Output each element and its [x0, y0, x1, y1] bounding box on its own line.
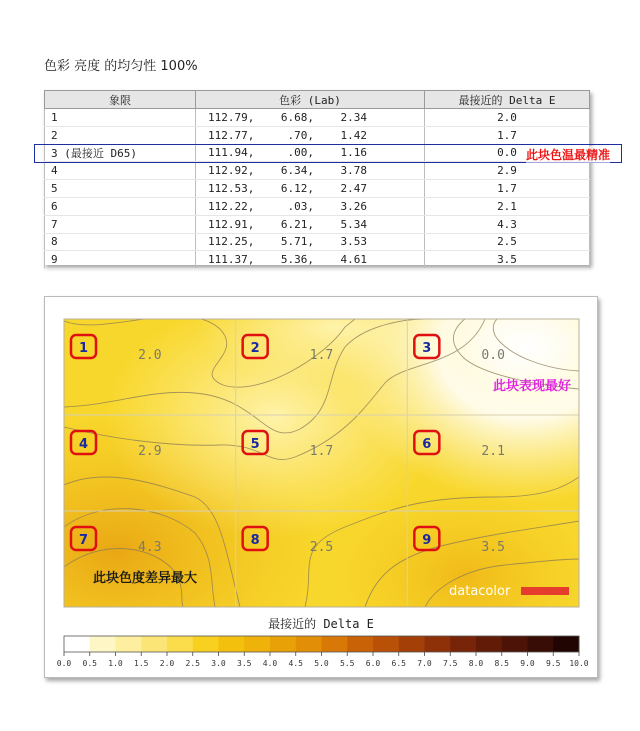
brand-logo: datacolor: [449, 584, 511, 599]
table-row: [45, 233, 590, 251]
uniformity-heatmap: [45, 297, 597, 677]
zone-delta-e-value: 2.1: [481, 444, 505, 459]
legend-swatch: [425, 636, 451, 652]
table-row: [45, 197, 590, 215]
zone-delta-e-value: 0.0: [481, 348, 505, 363]
legend-tick-label: 6.5: [391, 659, 406, 668]
legend-swatch: [64, 636, 90, 652]
legend-swatch: [322, 636, 348, 652]
table-row: [45, 126, 590, 144]
cell-quadrant: 1: [45, 109, 196, 127]
zone-number: 8: [250, 533, 260, 548]
legend-tick-label: 9.5: [546, 659, 561, 668]
table-row: [45, 180, 590, 198]
legend-tick-label: 0.5: [82, 659, 97, 668]
legend-swatch: [502, 636, 528, 652]
cell-quadrant: 2: [45, 126, 196, 144]
cell-delta-e: 4.3: [425, 215, 590, 233]
legend-tick-label: 7.0: [417, 659, 432, 668]
legend-title: 最接近的 Delta E: [268, 617, 374, 631]
table-row: [45, 215, 590, 233]
cell-lab: 112.77, .70, 1.42: [196, 126, 425, 144]
legend-swatch: [296, 636, 322, 652]
legend-tick-label: 0.0: [56, 659, 72, 668]
legend-swatch: [399, 636, 425, 652]
cell-delta-e: 2.1: [425, 197, 590, 215]
col-header-quadrant: 象限: [45, 91, 196, 109]
cell-delta-e: 0.0: [425, 144, 590, 162]
legend-tick-label: 10.0: [569, 659, 589, 668]
zone-delta-e-value: 4.3: [138, 540, 162, 555]
table-header-row: [45, 91, 590, 109]
legend-swatch: [553, 636, 579, 652]
legend-tick-label: 2.5: [185, 659, 200, 668]
cell-quadrant: 6: [45, 197, 196, 215]
zone3-annotation: 此块表现最好: [493, 379, 572, 394]
color-legend: [57, 636, 589, 668]
zone-number: 1: [78, 341, 89, 356]
brand-logo-bar: [521, 587, 569, 595]
legend-swatch: [219, 636, 245, 652]
legend-tick-label: 4.0: [262, 659, 278, 668]
table-row: [45, 162, 590, 180]
cell-delta-e: 1.7: [425, 126, 590, 144]
legend-tick-label: 1.5: [134, 659, 149, 668]
cell-quadrant: 8: [45, 233, 196, 251]
zone-delta-e-value: 3.5: [481, 540, 505, 555]
legend-swatch: [347, 636, 373, 652]
zone-number: 9: [422, 533, 432, 548]
cell-lab: 112.91, 6.21, 5.34: [196, 215, 425, 233]
legend-tick-label: 3.5: [237, 659, 252, 668]
cell-quadrant: 5: [45, 180, 196, 198]
zone-delta-e-value: 2.9: [138, 444, 162, 459]
delta-e-table-panel: [44, 90, 590, 265]
legend-swatch: [528, 636, 554, 652]
cell-delta-e: 3.5: [425, 251, 590, 269]
legend-tick-label: 2.0: [159, 659, 175, 668]
cell-quadrant: 3 (最接近 D65): [45, 144, 196, 162]
legend-tick-label: 7.5: [443, 659, 458, 668]
cell-lab: 111.94, .00, 1.16: [196, 144, 425, 162]
legend-swatch: [373, 636, 399, 652]
zone-number: 3: [422, 341, 432, 356]
cell-lab: 112.22, .03, 3.26: [196, 197, 425, 215]
legend-swatch: [244, 636, 270, 652]
cell-delta-e: 2.5: [425, 233, 590, 251]
zone-number: 4: [78, 437, 89, 452]
cell-delta-e: 1.7: [425, 180, 590, 198]
row3-annotation: 此块色温最精准: [526, 148, 611, 162]
cell-lab: 112.25, 5.71, 3.53: [196, 233, 425, 251]
legend-swatch: [193, 636, 219, 652]
legend-swatch: [90, 636, 116, 652]
legend-tick-label: 5.0: [314, 659, 329, 668]
legend-tick-label: 6.0: [365, 659, 381, 668]
zone-delta-e-value: 1.7: [309, 348, 334, 363]
legend-swatch: [450, 636, 476, 652]
legend-tick-label: 9.0: [520, 659, 535, 668]
zone-number: 2: [250, 341, 260, 356]
legend-tick-label: 3.0: [211, 659, 226, 668]
table-row: [45, 251, 590, 269]
cell-quadrant: 9: [45, 251, 196, 269]
legend-tick-label: 8.0: [468, 659, 484, 668]
cell-quadrant: 7: [45, 215, 196, 233]
cell-lab: 112.79, 6.68, 2.34: [196, 109, 425, 127]
col-header-lab: 色彩 (Lab): [196, 91, 425, 109]
delta-e-table: [44, 90, 590, 269]
zone-delta-e-value: 2.0: [138, 348, 162, 363]
legend-tick-label: 4.5: [288, 659, 303, 668]
zone-number: 7: [78, 533, 89, 548]
cell-delta-e: 2.9: [425, 162, 590, 180]
legend-tick-label: 5.5: [340, 659, 355, 668]
legend-tick-label: 1.0: [108, 659, 123, 668]
legend-tick-label: 8.5: [494, 659, 509, 668]
cell-delta-e: 2.0: [425, 109, 590, 127]
legend-swatch: [167, 636, 193, 652]
zone-delta-e-value: 1.7: [309, 444, 334, 459]
zone-delta-e-value: 2.5: [309, 540, 334, 555]
page-title: 色彩 亮度 的均匀性 100%: [44, 59, 198, 74]
table-row: [45, 109, 590, 127]
zone7-annotation: 此块色度差异最大: [93, 571, 198, 586]
uniformity-chart-panel: [44, 296, 598, 678]
zone-number: 5: [250, 437, 260, 452]
legend-swatch: [116, 636, 142, 652]
legend-swatch: [141, 636, 167, 652]
cell-lab: 112.92, 6.34, 3.78: [196, 162, 425, 180]
legend-swatch: [476, 636, 502, 652]
zone-number: 6: [422, 437, 432, 452]
cell-lab: 111.37, 5.36, 4.61: [196, 251, 425, 269]
legend-swatch: [270, 636, 296, 652]
cell-quadrant: 4: [45, 162, 196, 180]
cell-lab: 112.53, 6.12, 2.47: [196, 180, 425, 198]
col-header-delta-e: 最接近的 Delta E: [425, 91, 590, 109]
